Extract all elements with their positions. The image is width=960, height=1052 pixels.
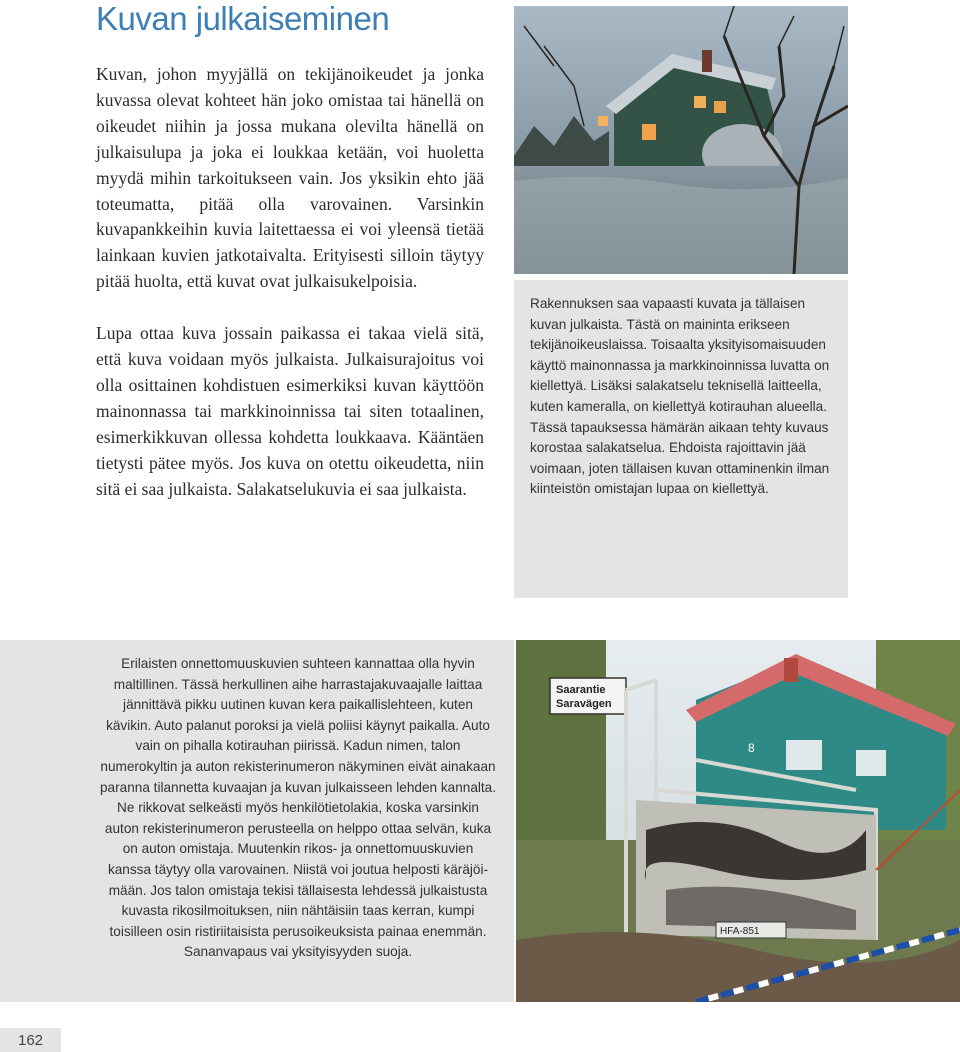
page-number: 162 (0, 1028, 61, 1052)
street-sign-line1: Saarantie (556, 684, 606, 696)
street-sign-line2: Saravägen (556, 698, 612, 710)
photo-house-dusk (514, 6, 848, 274)
caption-bottom: Erilaisten onnettomuuskuvien suhteen kannattaa olla hyvin maltillinen. Tässä herkullinen aihe harrastajakuvaajalle laittaa jännittävä pikku uutinen kuvan kera paikallislehteen, kuten kävikin. Auto palanut poroksi ja vielä poliisi käynyt paikalla. Auto vain on pihalla kotirauhan piirissä. Kadun nimen, talon numerokyltin ja auton rekisterinumeron näkyminen eivät ainakaan paranna tilannetta kuvaajan ja kuvan julkaisseen lehden kannalta. Ne rikkovat selkeästi myös henkilötietolakia, koska varsinkin auton rekisterinumeron perusteella on helppo ottaa selvän, kuka on auton omistaja. Muutenkin rikos- ja onnettomuuskuvien kanssa täytyy olla varovainen. Niistä voi joutua helposti käräjöimään. Jos talon omistaja tekisi tällaisesta lehdessä julkaistusta kuvasta rikosilmoituksen, niin nähtäisiin taas kerran, kumpi toisilleen osin ristiriitaisista perusoikeuksista painaa enemmän. Sananvapaus vai yksityisyyden suoja. (100, 656, 497, 960)
house-dusk-illustration (514, 6, 848, 274)
page-title: Kuvan julkaiseminen (96, 0, 390, 37)
body-paragraph-2: Lupa ottaa kuva jossain paikassa ei takaa vielä sitä, että kuva voidaan myös julkaista. Julkaisurajoitus voi olla osittainen kohdistuen esimerkiksi kuvan käyttöön mainonnassa tai markkinoinnissa tai siten totaalinen, esimerkikkuvan ollessa kohdetta loukkaava. Kääntäen tietysti pätee myös. Jos kuva on otettu oikeudetta, niin sitä ei saa julkaista. Salakatselukuvia ei saa julkaista. (96, 323, 484, 499)
body-text (96, 62, 484, 503)
license-plate: HFA-851 (720, 926, 760, 937)
caption-right: Rakennuksen saa vapaasti kuvata ja tällaisen kuvan julkaista. Tästä on maininta erikseen tekijänoikeuslaissa. Toisaalta yksityisomaisuuden käyttö mainonnassa ja markkinoinnissa luvatta on kiellettyä. Lisäksi salakatselu teknisellä laitteella, kuten kameralla, on kiellettyä kotirauhan alueella. Tässä tapauksessa hämärän aikaan tehty kuvaus korostaa salakatselua. Ehdoista rajoittavin jää voimaan, joten tällaisen kuvan ottaminenkin ilman kiinteistön omistajan lupaa on kiellettyä. (530, 296, 830, 497)
burnt-caravan-illustration (516, 640, 960, 1002)
body-paragraph-1: Kuvan, johon myyjällä on tekijänoikeudet ja jonka kuvassa olevat kohteet hän joko omistaa tai hänellä on oikeudet niihin ja jossa mukana olevilta hänellä on julkaisulupa ja joka ei loukkaa ketään, voi huoletta myydä mihin tarkoitukseen vain. Jos yksikin ehto jää toteumatta, pitää olla varovainen. Varsinkin kuvapankkeihin kuvia laitettaessa ei voi yleensä tietää lainkaan kuvien jatkotaivalta. Erityisesti silloin täytyy pitää huolta, että kuvat ovat julkaisukelpoisia. (96, 64, 484, 292)
house-number: 8 (748, 741, 755, 755)
photo-burnt-caravan (516, 640, 960, 1002)
